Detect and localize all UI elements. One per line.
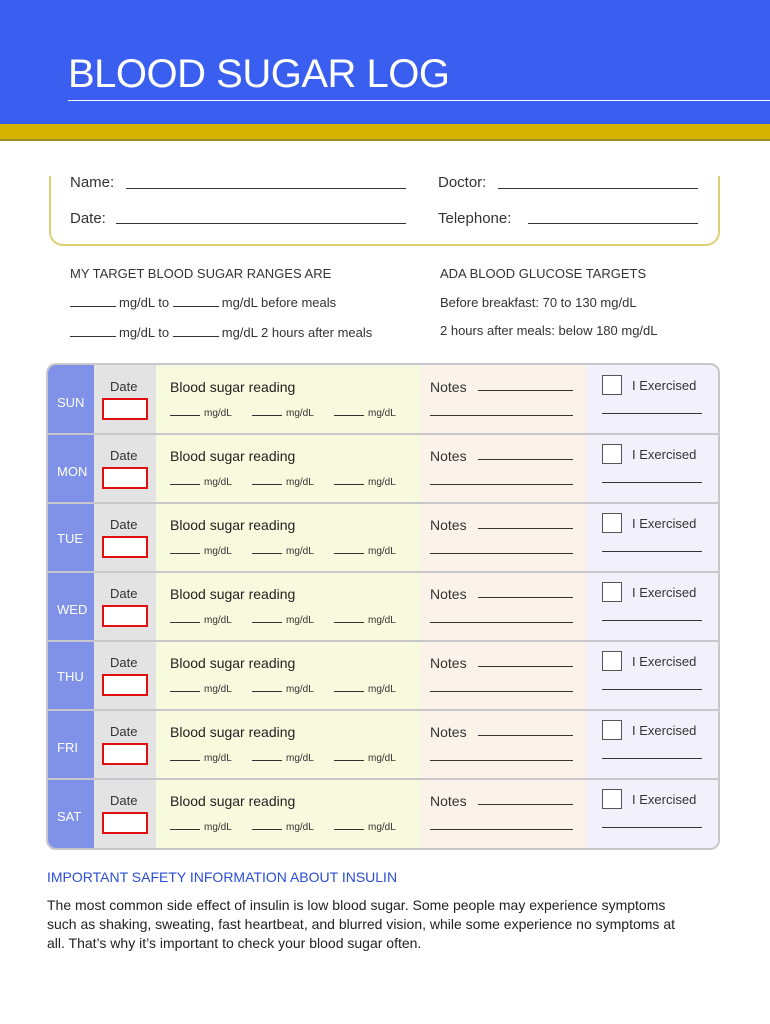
unit-label: mg/dL: [286, 477, 314, 488]
reading-3[interactable]: [334, 545, 396, 557]
reading-3[interactable]: [334, 407, 396, 419]
exercise-cell: [586, 641, 718, 710]
notes-field-2[interactable]: [430, 829, 573, 830]
gold-divider: [0, 139, 770, 141]
page-title: BLOOD SUGAR LOG: [68, 52, 450, 96]
reading-1[interactable]: [170, 476, 232, 488]
range-before-mid-text: mg/dL to: [119, 295, 170, 310]
notes-label: Notes: [430, 586, 467, 602]
log-row-sat: [48, 779, 718, 848]
unit-label: mg/dL: [286, 684, 314, 695]
day-label: THU: [57, 669, 84, 684]
exercise-notes-field[interactable]: [602, 758, 702, 759]
notes-field[interactable]: [478, 804, 573, 805]
reading-label: Blood sugar reading: [170, 379, 296, 395]
day-cell: [48, 365, 94, 434]
range-after-mid-text: mg/dL to: [119, 325, 170, 340]
reading-label: Blood sugar reading: [170, 793, 296, 809]
exercised-label: I Exercised: [632, 792, 697, 807]
reading-label: Blood sugar reading: [170, 448, 296, 464]
range-before-end-text: mg/dL before meals: [221, 295, 337, 310]
notes-field[interactable]: [478, 735, 573, 736]
notes-field-2[interactable]: [430, 691, 573, 692]
unit-label: mg/dL: [368, 615, 396, 626]
exercise-notes-field[interactable]: [602, 689, 702, 690]
day-label: TUE: [57, 531, 83, 546]
exercised-label: I Exercised: [632, 723, 697, 738]
notes-field[interactable]: [478, 597, 573, 598]
date-input[interactable]: [102, 812, 148, 834]
row-divider: [48, 778, 718, 780]
name-field[interactable]: [126, 188, 406, 189]
day-cell: [48, 779, 94, 848]
reading-1[interactable]: [170, 614, 232, 626]
reading-cell: [156, 434, 420, 503]
reading-cell: [156, 779, 420, 848]
reading-cell: [156, 365, 420, 434]
patient-info-box: [49, 176, 720, 246]
reading-3[interactable]: [334, 614, 396, 626]
notes-field-2[interactable]: [430, 484, 573, 485]
exercised-checkbox[interactable]: [602, 789, 622, 809]
day-cell: [48, 710, 94, 779]
ada-after-meals: 2 hours after meals: below 180 mg/dL: [440, 323, 658, 338]
date-input[interactable]: [102, 467, 148, 489]
reading-1[interactable]: [170, 407, 232, 419]
day-cell: [48, 641, 94, 710]
target-ranges-heading: MY TARGET BLOOD SUGAR RANGES ARE: [70, 266, 332, 281]
day-cell: [48, 434, 94, 503]
exercise-cell: [586, 365, 718, 434]
date-cell: [94, 641, 156, 710]
date-cell: [94, 434, 156, 503]
notes-label: Notes: [430, 448, 467, 464]
exercise-cell: [586, 503, 718, 572]
unit-label: mg/dL: [368, 408, 396, 419]
day-label: WED: [57, 602, 88, 617]
name-label: Name:: [70, 174, 115, 191]
gold-band: [0, 124, 770, 139]
range-before-low-field[interactable]: [70, 294, 116, 307]
date-cell: [94, 572, 156, 641]
row-divider: [48, 502, 718, 504]
notes-field-2[interactable]: [430, 760, 573, 761]
title-rule: [68, 100, 770, 101]
log-row-mon: [48, 434, 718, 503]
range-before-meals: [70, 294, 336, 310]
date-input[interactable]: [102, 536, 148, 558]
doctor-field[interactable]: [498, 188, 698, 189]
unit-label: mg/dL: [204, 684, 232, 695]
date-label: Date: [110, 379, 138, 394]
exercise-notes-field[interactable]: [602, 482, 702, 483]
reading-3[interactable]: [334, 683, 396, 695]
exercised-checkbox[interactable]: [602, 651, 622, 671]
exercise-cell: [586, 434, 718, 503]
day-label: SAT: [57, 809, 82, 824]
notes-cell: [420, 434, 586, 503]
log-row-sun: [48, 365, 718, 434]
exercise-notes-field[interactable]: [602, 551, 702, 552]
range-before-high-field[interactable]: [173, 294, 219, 307]
reading-1[interactable]: [170, 683, 232, 695]
notes-cell: [420, 503, 586, 572]
exercised-label: I Exercised: [632, 516, 697, 531]
reading-2[interactable]: [252, 476, 314, 488]
notes-field-2[interactable]: [430, 622, 573, 623]
unit-label: mg/dL: [286, 546, 314, 557]
date-label: Date: [110, 724, 138, 739]
notes-label: Notes: [430, 379, 467, 395]
telephone-label: Telephone:: [438, 210, 512, 227]
unit-label: mg/dL: [286, 408, 314, 419]
unit-label: mg/dL: [286, 753, 314, 764]
unit-label: mg/dL: [204, 822, 232, 833]
range-after-low-field[interactable]: [70, 324, 116, 337]
unit-label: mg/dL: [368, 684, 396, 695]
range-after-high-field[interactable]: [173, 324, 219, 337]
day-label: FRI: [57, 740, 78, 755]
reading-2[interactable]: [252, 683, 314, 695]
unit-label: mg/dL: [368, 822, 396, 833]
safety-title: IMPORTANT SAFETY INFORMATION ABOUT INSULIN: [47, 869, 398, 885]
doctor-label: Doctor:: [438, 174, 487, 191]
exercise-cell: [586, 779, 718, 848]
unit-label: mg/dL: [204, 408, 232, 419]
notes-cell: [420, 641, 586, 710]
ada-before-breakfast: Before breakfast: 70 to 130 mg/dL: [440, 295, 637, 310]
date-input[interactable]: [102, 743, 148, 765]
reading-3[interactable]: [334, 821, 396, 833]
date-label: Date:: [70, 210, 106, 227]
row-divider: [48, 709, 718, 711]
reading-1[interactable]: [170, 821, 232, 833]
unit-label: mg/dL: [286, 822, 314, 833]
date-label: Date: [110, 448, 138, 463]
row-divider: [48, 640, 718, 642]
date-label: Date: [110, 586, 138, 601]
reading-2[interactable]: [252, 614, 314, 626]
exercise-notes-field[interactable]: [602, 827, 702, 828]
notes-field[interactable]: [478, 390, 573, 391]
reading-2[interactable]: [252, 821, 314, 833]
exercised-label: I Exercised: [632, 654, 697, 669]
log-row-thu: [48, 641, 718, 710]
notes-field[interactable]: [478, 666, 573, 667]
unit-label: mg/dL: [204, 477, 232, 488]
date-input[interactable]: [102, 605, 148, 627]
reading-1[interactable]: [170, 545, 232, 557]
date-cell: [94, 710, 156, 779]
reading-2[interactable]: [252, 407, 314, 419]
unit-label: mg/dL: [368, 753, 396, 764]
date-label: Date: [110, 517, 138, 532]
reading-2[interactable]: [252, 752, 314, 764]
date-input[interactable]: [102, 398, 148, 420]
reading-2[interactable]: [252, 545, 314, 557]
exercise-notes-field[interactable]: [602, 620, 702, 621]
unit-label: mg/dL: [204, 546, 232, 557]
reading-1[interactable]: [170, 752, 232, 764]
date-cell: [94, 365, 156, 434]
unit-label: mg/dL: [204, 753, 232, 764]
day-cell: [48, 503, 94, 572]
notes-cell: [420, 710, 586, 779]
row-divider: [48, 433, 718, 435]
day-label: MON: [57, 464, 88, 479]
log-row-tue: [48, 503, 718, 572]
exercise-cell: [586, 572, 718, 641]
day-label: SUN: [57, 395, 85, 410]
exercised-checkbox[interactable]: [602, 375, 622, 395]
notes-field[interactable]: [478, 459, 573, 460]
notes-label: Notes: [430, 724, 467, 740]
exercised-checkbox[interactable]: [602, 444, 622, 464]
log-row-fri: [48, 710, 718, 779]
reading-label: Blood sugar reading: [170, 655, 296, 671]
weekly-log-table: [46, 363, 720, 850]
day-cell: [48, 572, 94, 641]
notes-cell: [420, 365, 586, 434]
unit-label: mg/dL: [368, 477, 396, 488]
notes-label: Notes: [430, 517, 467, 533]
unit-label: mg/dL: [286, 615, 314, 626]
date-label: Date: [110, 655, 138, 670]
date-label: Date: [110, 793, 138, 808]
reading-label: Blood sugar reading: [170, 724, 296, 740]
notes-label: Notes: [430, 655, 467, 671]
reading-cell: [156, 503, 420, 572]
notes-field-2[interactable]: [430, 415, 573, 416]
reading-label: Blood sugar reading: [170, 517, 296, 533]
unit-label: mg/dL: [204, 615, 232, 626]
exercised-label: I Exercised: [632, 585, 697, 600]
exercised-checkbox[interactable]: [602, 720, 622, 740]
notes-field-2[interactable]: [430, 553, 573, 554]
reading-cell: [156, 572, 420, 641]
safety-body: The most common side effect of insulin is low blood sugar. Some people may experience symptoms such as shaking, sweating, fast heartbeat, and blurred vision, while some experience no symptoms at all. That’s why it’s important to check your blood sugar often.: [47, 897, 675, 951]
reading-cell: [156, 641, 420, 710]
date-cell: [94, 779, 156, 848]
notes-cell: [420, 779, 586, 848]
notes-field[interactable]: [478, 528, 573, 529]
exercised-label: I Exercised: [632, 378, 697, 393]
exercised-checkbox[interactable]: [602, 513, 622, 533]
telephone-field[interactable]: [528, 223, 698, 224]
exercise-cell: [586, 710, 718, 779]
exercised-checkbox[interactable]: [602, 582, 622, 602]
reading-label: Blood sugar reading: [170, 586, 296, 602]
exercised-label: I Exercised: [632, 447, 697, 462]
exercise-notes-field[interactable]: [602, 413, 702, 414]
date-input[interactable]: [102, 674, 148, 696]
header-banner: [0, 0, 770, 124]
range-after-end-text: mg/dL 2 hours after meals: [221, 325, 373, 340]
reading-3[interactable]: [334, 476, 396, 488]
log-row-wed: [48, 572, 718, 641]
reading-3[interactable]: [334, 752, 396, 764]
range-after-meals: [70, 324, 372, 340]
date-cell: [94, 503, 156, 572]
date-field[interactable]: [116, 223, 406, 224]
notes-label: Notes: [430, 793, 467, 809]
unit-label: mg/dL: [368, 546, 396, 557]
reading-cell: [156, 710, 420, 779]
row-divider: [48, 571, 718, 573]
notes-cell: [420, 572, 586, 641]
ada-targets-heading: ADA BLOOD GLUCOSE TARGETS: [440, 266, 647, 281]
